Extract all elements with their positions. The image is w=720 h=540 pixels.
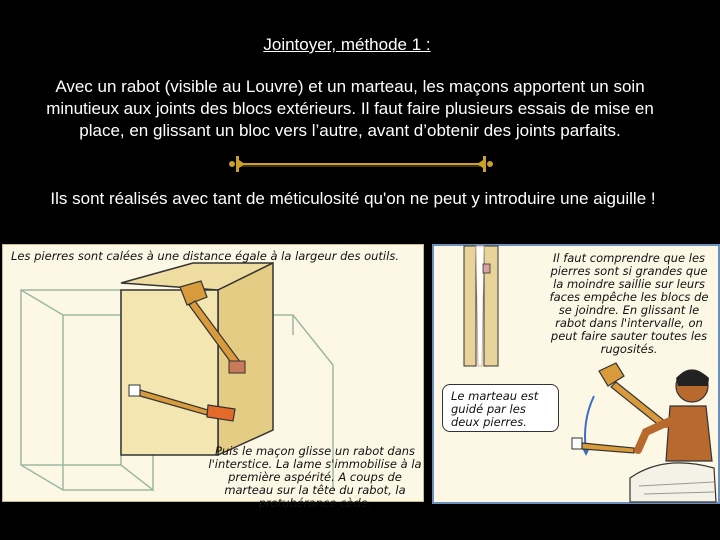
stone-blocks-illustration [2,244,424,510]
intro-paragraph: Avec un rabot (visible au Louvre) et un marteau, les maçons apportent un soin minutieux aux joints des blocs extérieurs. Il faut faire plusieurs essais de mise en place, en glissant un bloc vers l’autre, avant d’obtenir des joints parfaits. [46,77,654,140]
caption-top: Les pierres sont calées à une distance égale à la largeur des outils. [11,249,399,263]
mason-figure [630,370,716,502]
bubble-text: Le marteau est guidé par les deux pierres. [451,389,539,429]
explanation-caption: Il faut comprendre que les pierres sont si grandes que la moindre saillie sur leurs faces empêche les blocs de se joindre. En glissant le rabot dans l'intervalle, on peut faire sauter toutes les rugosités. [549,251,709,356]
needle-note: Ils sont réalisés avec tant de méticulosité qu'on ne peut y introduire une aiguille ! [50,189,656,208]
speech-bubble [442,384,559,432]
stone-joint [464,246,498,366]
plane-tool-icon [572,438,634,453]
hammer-icon [599,363,666,427]
mason-illustration [432,244,720,504]
fleur-left-icon [229,156,245,172]
caption-bottom: Puis le maçon glisse un rabot dans l'interstice. La lame s'immobilise à la première aspérité. A coups de marteau sur la tête du rabot, la protubérance cède. [208,444,422,510]
ornamental-divider [226,152,496,176]
slide-title: Jointoyer, méthode 1 : [263,35,431,54]
fleur-right-icon [477,156,493,172]
